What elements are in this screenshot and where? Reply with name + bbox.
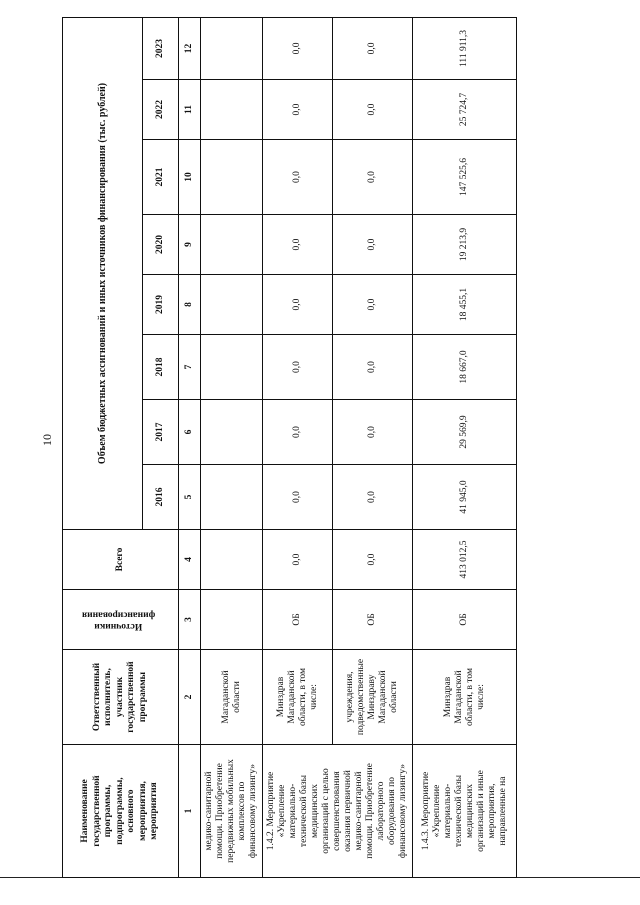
column-number: 11 xyxy=(179,80,201,140)
header-year: 2022 xyxy=(143,80,179,140)
column-number: 10 xyxy=(179,140,201,215)
header-year: 2017 xyxy=(143,400,179,465)
cell-year-value: 0,0 xyxy=(333,335,413,400)
cell-empty xyxy=(201,80,263,140)
cell-name: медико-санитарной помощи. Приобретение передвижных мобильных комплексов по финансовому лизингу» xyxy=(201,745,263,878)
cell-total: 0,0 xyxy=(333,530,413,590)
cell-executor: Минздрав Магаданской области, в том числе: xyxy=(263,650,333,745)
column-number: 6 xyxy=(179,400,201,465)
cell-total: 0,0 xyxy=(263,530,333,590)
cell-year-value: 0,0 xyxy=(263,80,333,140)
column-number: 2 xyxy=(179,650,201,745)
cell-year-value: 0,0 xyxy=(263,400,333,465)
cell-year-value: 25 724,7 xyxy=(413,80,517,140)
cell-empty xyxy=(201,530,263,590)
cell-empty xyxy=(201,400,263,465)
table-row xyxy=(201,17,263,877)
column-number: 12 xyxy=(179,17,201,79)
cell-year-value: 0,0 xyxy=(263,335,333,400)
cell-year-value: 0,0 xyxy=(333,80,413,140)
column-number: 3 xyxy=(179,590,201,650)
cell-year-value: 41 945,0 xyxy=(413,465,517,530)
cell-year-value: 19 213,9 xyxy=(413,215,517,275)
cell-year-value: 0,0 xyxy=(333,400,413,465)
column-number: 4 xyxy=(179,530,201,590)
cell-source: ОБ xyxy=(413,590,517,650)
header-year: 2021 xyxy=(143,140,179,215)
cell-year-value: 0,0 xyxy=(263,140,333,215)
column-number: 7 xyxy=(179,335,201,400)
cell-year-value: 18 455,1 xyxy=(413,275,517,335)
cell-empty xyxy=(201,140,263,215)
cell-year-value: 0,0 xyxy=(263,275,333,335)
cell-year-value: 0,0 xyxy=(333,275,413,335)
header-funding-group: Объем бюджетных ассигнований и иных источников финансирования (тыс. рублей) xyxy=(63,17,143,529)
header-year: 2023 xyxy=(143,17,179,79)
column-number: 5 xyxy=(179,465,201,530)
header-year: 2018 xyxy=(143,335,179,400)
cell-empty xyxy=(201,275,263,335)
cell-source: ОБ xyxy=(333,590,413,650)
header-source xyxy=(63,590,179,650)
cell-empty xyxy=(201,590,263,650)
cell-name: 1.4.3. Мероприятие «Укрепление материально- технической базы медицинских организаций и иные мероприятия, направленные на xyxy=(413,745,517,878)
column-number: 1 xyxy=(179,745,201,878)
cell-year-value: 18 667,0 xyxy=(413,335,517,400)
cell-source: ОБ xyxy=(263,590,333,650)
cell-year-value: 111 911,3 xyxy=(413,17,517,79)
column-number: 8 xyxy=(179,275,201,335)
cell-executor: Магаданской области xyxy=(201,650,263,745)
cell-year-value: 147 525,6 xyxy=(413,140,517,215)
cell-year-value: 0,0 xyxy=(263,17,333,79)
table-row xyxy=(413,17,517,877)
header-year: 2020 xyxy=(143,215,179,275)
cell-year-value: 0,0 xyxy=(263,465,333,530)
cell-year-value: 0,0 xyxy=(333,140,413,215)
header-year: 2016 xyxy=(143,465,179,530)
page-number: 10 xyxy=(40,434,54,446)
cell-empty xyxy=(201,335,263,400)
table-row xyxy=(263,17,333,877)
budget-table xyxy=(62,17,517,878)
header-row xyxy=(63,17,143,877)
cell-empty xyxy=(201,17,263,79)
cell-total: 413 012,5 xyxy=(413,530,517,590)
header-name: Наименование государственной программы, подпрограммы, основного мероприятия, мероприятия xyxy=(63,745,179,878)
cell-year-value: 0,0 xyxy=(333,215,413,275)
column-numbers-row xyxy=(179,17,201,877)
cell-executor: учреждения, подведомственные Минздраву Магаданской области xyxy=(333,650,413,745)
cell-year-value: 29 569,9 xyxy=(413,400,517,465)
cell-year-value: 0,0 xyxy=(333,465,413,530)
cell-year-value: 0,0 xyxy=(263,215,333,275)
cell-year-value: 0,0 xyxy=(333,17,413,79)
header-total: Всего xyxy=(63,530,179,590)
cell-empty xyxy=(201,465,263,530)
header-source-label: Источники финансирования xyxy=(81,609,155,631)
cell-empty xyxy=(201,215,263,275)
cell-name: 1.4.2. Мероприятие «Укрепление материально- технической базы медицинских организаций с целью совершенствования оказания первичной медико-санитарной помощи. Приобретение лабораторного оборудования по финансовому лизингу» xyxy=(263,745,413,878)
column-number: 9 xyxy=(179,215,201,275)
header-year: 2019 xyxy=(143,275,179,335)
header-executor: Ответственный исполнитель, участник государственной программы xyxy=(63,650,179,745)
cell-executor: Минздрав Магаданской области, в том числе: xyxy=(413,650,517,745)
